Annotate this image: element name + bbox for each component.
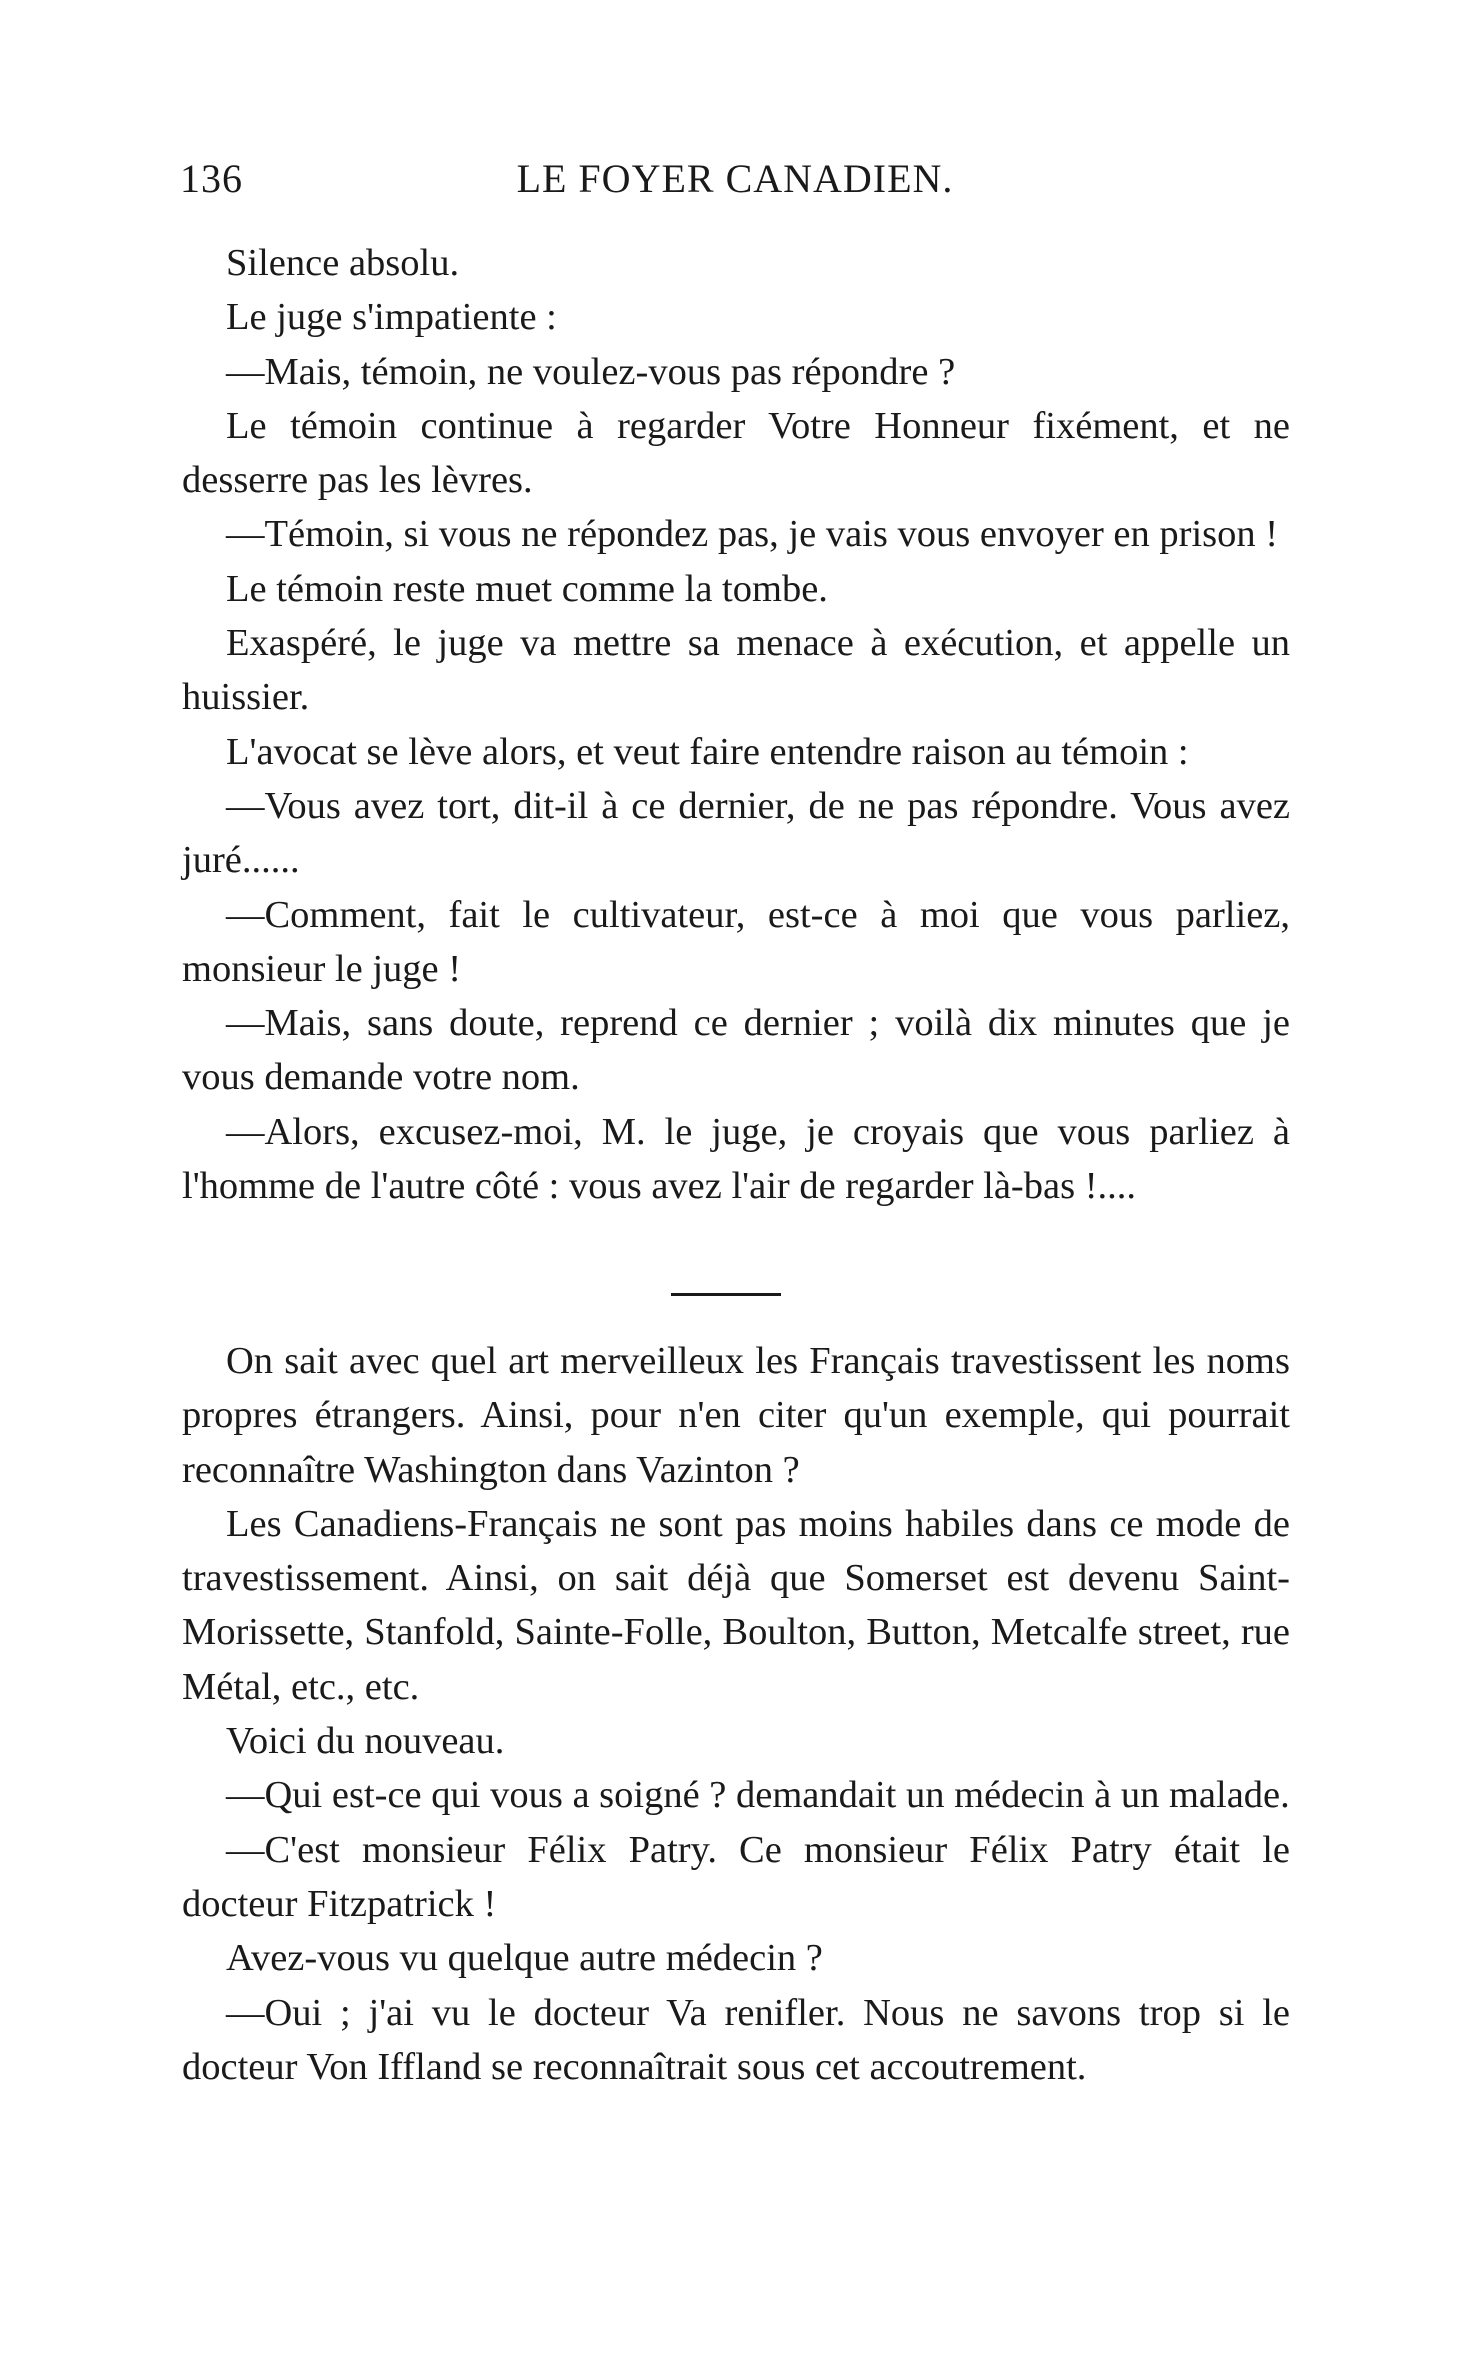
paragraph: Silence absolu. [226, 242, 460, 284]
paragraph: L'avocat se lève alors, et veut faire entendre raison au témoin : [226, 730, 1189, 773]
paragraph: —Témoin, si vous ne répondez pas, je vais vous envoyer en prison ! [226, 513, 1279, 556]
paragraph: Le témoin continue à regarder Votre Honneur fixément, et ne desserre pas les lèvres. [182, 404, 1290, 502]
paragraph: Le juge s'impatiente : [226, 296, 557, 339]
paragraph: —C'est monsieur Félix Patry. Ce monsieur Félix Patry était le docteur Fitzpatrick ! [182, 1828, 1290, 1925]
page-number: 136 [180, 156, 243, 201]
running-head [180, 155, 1290, 215]
paragraph: —Vous avez tort, dit-il à ce dernier, de ne pas répondre. Vous avez juré...... [182, 784, 1290, 882]
paragraph: Avez-vous vu quelque autre médecin ? [226, 1937, 823, 1980]
text-section-names [182, 1334, 1290, 2094]
paragraph: Exaspéré, le juge va mettre sa menace à exécution, et appelle un huissier. [182, 622, 1290, 719]
paragraph: Les Canadiens-Français ne sont pas moins habiles dans ce mode de travestissement. Ainsi, on sait déjà que Somerset est devenu Saint-Morissette, Stanfold, Sainte-Folle, Boulton, Button, Metcalfe street, rue Métal, etc., etc. [182, 1502, 1290, 1708]
paragraph: Voici du nouveau. [226, 1720, 505, 1763]
paragraph: —Alors, excusez-moi, M. le juge, je croyais que vous parliez à l'homme de l'autre côté : vous avez l'air de regarder là-bas !.... [182, 1110, 1290, 1208]
paragraph: On sait avec quel art merveilleux les Français travestissent les noms propres étrangers. Ainsi, pour n'en citer qu'un exemple, qui pourrait reconnaître Washington dans Vazinton ? [182, 1340, 1290, 1491]
running-title: LE FOYER CANADIEN. [516, 156, 954, 201]
paragraph: —Oui ; j'ai vu le docteur Va renifler. Nous ne savons trop si le docteur Von Iffland se reconnaîtrait sous cet accoutrement. [182, 1991, 1290, 2088]
paragraph: —Comment, fait le cultivateur, est-ce à moi que vous parliez, monsieur le juge ! [182, 893, 1290, 990]
text-section-courtroom [182, 236, 1290, 1213]
paragraph: Le témoin reste muet comme la tombe. [226, 567, 828, 610]
paragraph: —Qui est-ce qui vous a soigné ? demandait un médecin à un malade. [226, 1774, 1290, 1817]
paragraph: —Mais, témoin, ne voulez-vous pas répondre ? [226, 350, 956, 393]
section-divider-rule [671, 1293, 781, 1296]
paragraph: —Mais, sans doute, reprend ce dernier ; voilà dix minutes que je vous demande votre nom. [182, 1002, 1290, 1099]
